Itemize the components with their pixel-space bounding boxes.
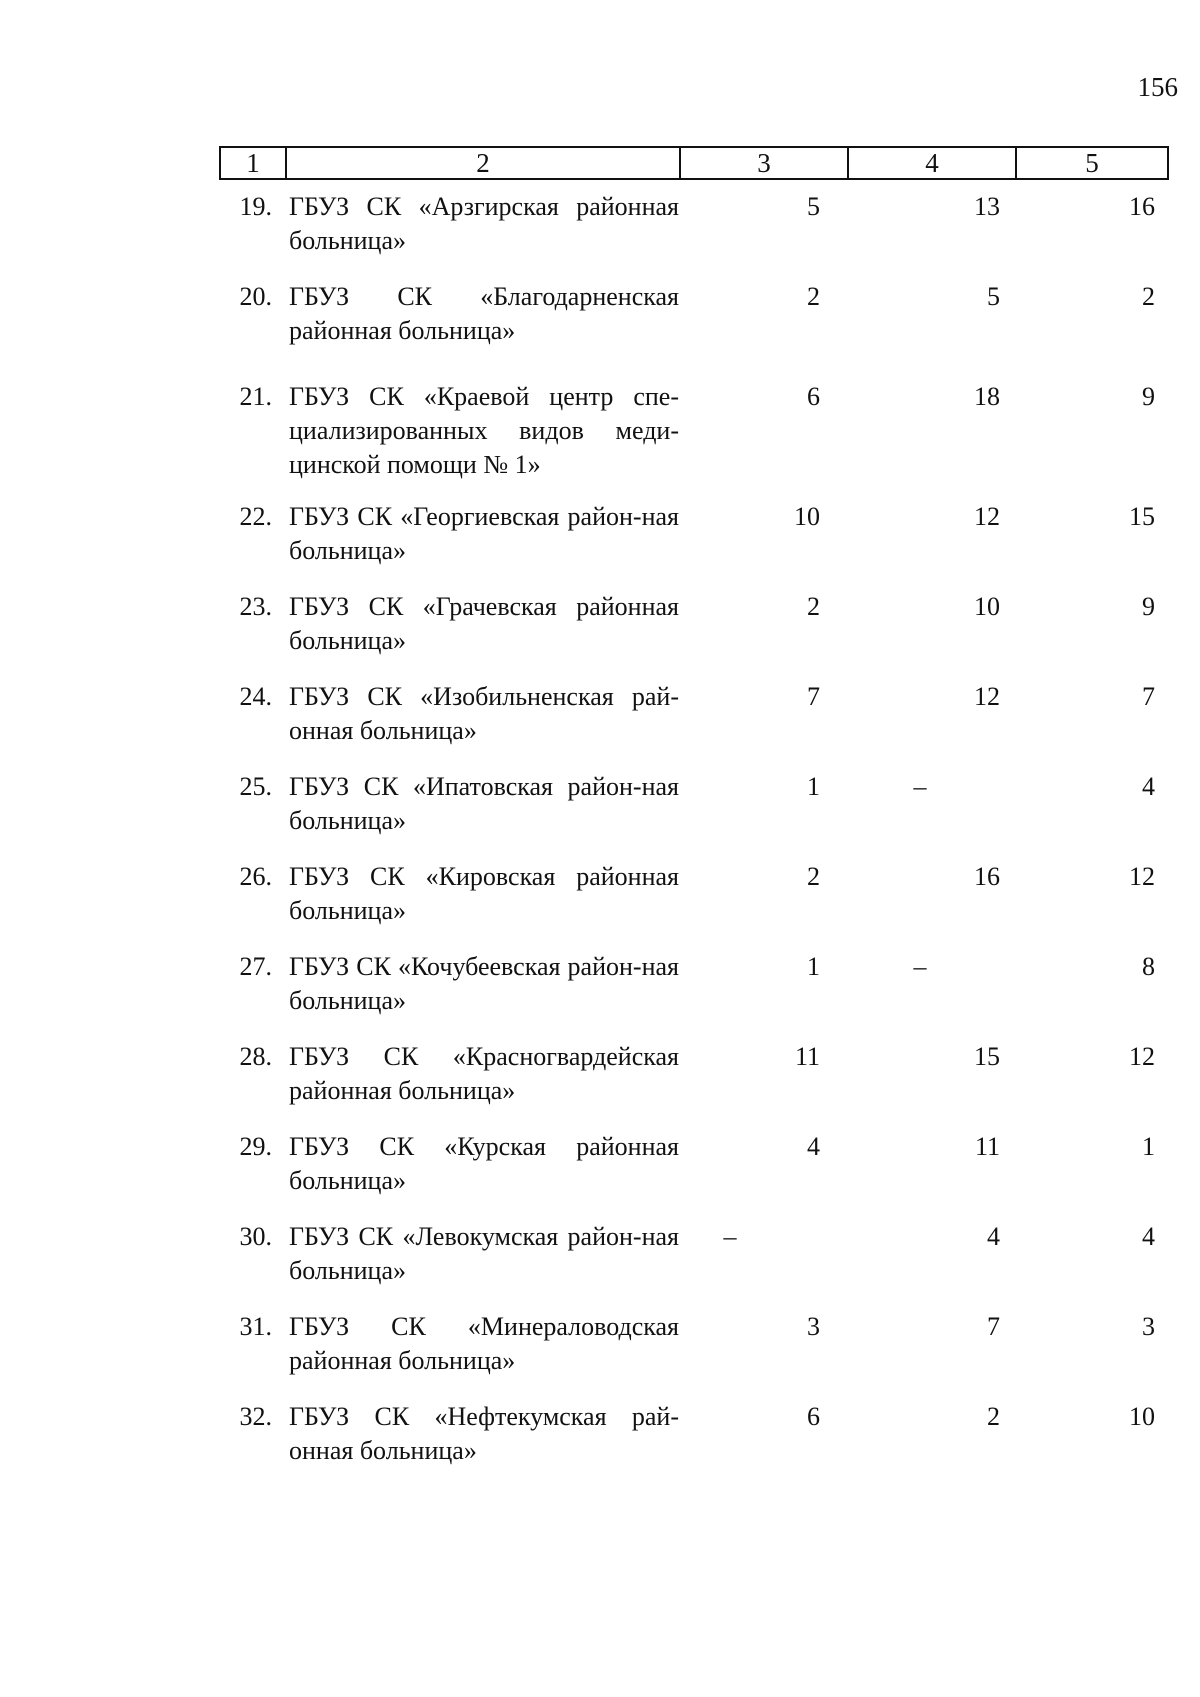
institution-name: ГБУЗ СК «Грачевская районная больница» bbox=[289, 592, 679, 655]
row-number: 23. bbox=[239, 592, 272, 621]
cell-col-4: 4 bbox=[987, 1222, 1000, 1251]
cell-col-4: 7 bbox=[987, 1312, 1000, 1341]
row-number: 28. bbox=[239, 1042, 272, 1071]
header-col-5: 5 bbox=[1085, 148, 1099, 178]
cell-col-4: – bbox=[913, 772, 927, 801]
cell-col-4: 11 bbox=[974, 1132, 1000, 1161]
row-number: 29. bbox=[239, 1132, 272, 1161]
table-header bbox=[219, 146, 1169, 180]
cell-col-3: – bbox=[723, 1222, 737, 1251]
cell-col-3: 2 bbox=[807, 862, 820, 891]
cell-col-4: 15 bbox=[974, 1042, 1000, 1071]
institution-name: ГБУЗ СК «Георгиевская район-ная больница» bbox=[289, 502, 679, 565]
header-col-3: 3 bbox=[681, 148, 849, 178]
header-col-2: 2 bbox=[287, 148, 681, 178]
cell-col-3: 7 bbox=[807, 682, 820, 711]
cell-col-5: 12 bbox=[1129, 862, 1155, 891]
institution-name: ГБУЗ СК «Нефтекумская рай-онная больница» bbox=[289, 1402, 679, 1465]
cell-col-3: 5 bbox=[807, 192, 820, 221]
institution-name: ГБУЗ СК «Кочубеевская район-ная больница» bbox=[289, 952, 679, 1015]
cell-col-5: 2 bbox=[1142, 282, 1155, 311]
cell-col-5: 1 bbox=[1142, 1132, 1155, 1161]
cell-col-5: 9 bbox=[1142, 382, 1155, 411]
institution-name: ГБУЗ СК «Кировская районная больница» bbox=[289, 862, 679, 925]
cell-col-4: 2 bbox=[987, 1402, 1000, 1431]
institution-name: ГБУЗ СК «Краевой центр спе-циализированных видов меди-цинской помощи № 1» bbox=[289, 382, 679, 479]
cell-col-5: 3 bbox=[1142, 1312, 1155, 1341]
cell-col-3: 6 bbox=[807, 382, 820, 411]
cell-col-5: 12 bbox=[1129, 1042, 1155, 1071]
row-number: 31. bbox=[239, 1312, 272, 1341]
cell-col-4: 10 bbox=[974, 592, 1000, 621]
institution-name: ГБУЗ СК «Курская районная больница» bbox=[289, 1132, 679, 1195]
cell-col-3: 11 bbox=[794, 1042, 820, 1071]
institution-name: ГБУЗ СК «Минераловодская районная больница» bbox=[289, 1312, 679, 1375]
cell-col-3: 2 bbox=[807, 282, 820, 311]
cell-col-5: 9 bbox=[1142, 592, 1155, 621]
institution-name: ГБУЗ СК «Изобильненская рай-онная больница» bbox=[289, 682, 679, 745]
institution-name: ГБУЗ СК «Ипатовская район-ная больница» bbox=[289, 772, 679, 835]
cell-col-3: 2 bbox=[807, 592, 820, 621]
cell-col-4: 12 bbox=[974, 682, 1000, 711]
institution-name: ГБУЗ СК «Левокумская район-ная больница» bbox=[289, 1222, 679, 1285]
row-number: 30. bbox=[239, 1222, 272, 1251]
cell-col-5: 7 bbox=[1142, 682, 1155, 711]
header-col-1: 1 bbox=[221, 148, 287, 178]
cell-col-3: 4 bbox=[807, 1132, 820, 1161]
row-number: 22. bbox=[239, 502, 272, 531]
cell-col-3: 3 bbox=[807, 1312, 820, 1341]
cell-col-4: 13 bbox=[974, 192, 1000, 221]
row-number: 27. bbox=[239, 952, 272, 981]
row-number: 24. bbox=[239, 682, 272, 711]
cell-col-3: 1 bbox=[807, 772, 820, 801]
row-number: 26. bbox=[239, 862, 272, 891]
cell-col-5: 4 bbox=[1142, 772, 1155, 801]
cell-col-3: 1 bbox=[807, 952, 820, 981]
cell-col-5: 16 bbox=[1129, 192, 1155, 221]
institution-name: ГБУЗ СК «Красногвардейская районная больница» bbox=[289, 1042, 679, 1105]
cell-col-5: 8 bbox=[1142, 952, 1155, 981]
page-number: 156 bbox=[1137, 72, 1178, 102]
row-number: 20. bbox=[239, 282, 272, 311]
cell-col-3: 10 bbox=[794, 502, 820, 531]
cell-col-4: 18 bbox=[974, 382, 1000, 411]
cell-col-5: 4 bbox=[1142, 1222, 1155, 1251]
institution-name: ГБУЗ СК «Благодарненская районная больница» bbox=[289, 282, 679, 345]
cell-col-3: 6 bbox=[807, 1402, 820, 1431]
header-col-4: 4 bbox=[849, 148, 1017, 178]
row-number: 25. bbox=[239, 772, 272, 801]
cell-col-5: 10 bbox=[1129, 1402, 1155, 1431]
row-number: 19. bbox=[239, 192, 272, 221]
cell-col-4: – bbox=[913, 952, 927, 981]
institution-name: ГБУЗ СК «Арзгирская районная больница» bbox=[289, 192, 679, 255]
cell-col-5: 15 bbox=[1129, 502, 1155, 531]
row-number: 21. bbox=[239, 382, 272, 411]
cell-col-4: 5 bbox=[987, 282, 1000, 311]
cell-col-4: 16 bbox=[974, 862, 1000, 891]
cell-col-4: 12 bbox=[974, 502, 1000, 531]
row-number: 32. bbox=[239, 1402, 272, 1431]
